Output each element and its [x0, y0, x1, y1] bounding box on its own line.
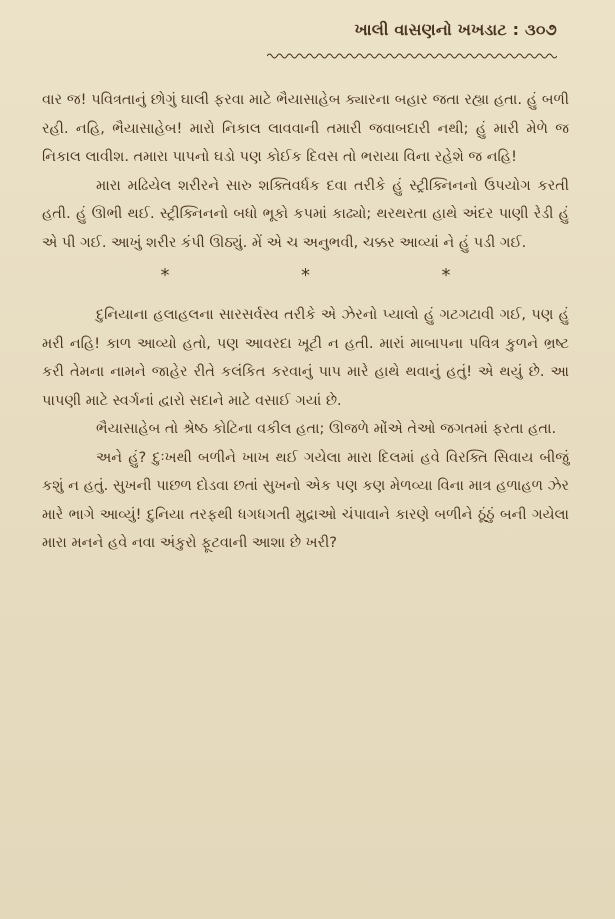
body-text: [42, 86, 569, 558]
running-head: ખાલી વાસણનો ખખડાટ : ૩૦૭: [354, 20, 557, 39]
section-break: [161, 263, 451, 289]
section-break-star: *: [441, 265, 451, 286]
paragraph: દુનિયાના હલાહલના સારસર્વસ્વ તરીકે એ ઝેરનો પ્યાલો હું ગટગટાવી ગઈ, પણ હું મરી નહિ! કાળ આવ્યો હતો, પણ આવરદા ખૂટી ન હતી. મારાં માબાપના પવિત્ર કુળને ભ્રષ્ટ કરી તેમના નામને જાહેર રીતે કલંકિત કરવાનું પાપ મારે હાથે થવાનું હતું! એ થયું છે. આ પાપણી માટે સ્વર્ગનાં દ્વારો સદાને માટે વસાઈ ગયાં છે.: [42, 307, 569, 409]
paragraph: મારા મઢિયેલ શરીરને સારુ શક્તિવર્ધક દવા તરીકે હું સ્ટ્રીક્નિનનો ઉપયોગ કરતી હતી. હું ઊભી થઈ. સ્ટ્રીક્નિનનો બધો ભૂકો કપમાં કાઢ્યો; થરથરતા હાથે અંદર પાણી રેડી હું એ પી ગઈ. આખું શરીર કંપી ઊઠ્યું. મેં એ ચ અનુભવી, ચક્કર આવ્યાં ને હું પડી ગઈ.: [42, 177, 569, 251]
paragraph: અને હું? દુઃખથી બળીને ખાખ થઈ ગયેલા મારા દિલમાં હવે વિરક્તિ સિવાય બીજું કશું ન હતું. સુખની પાછળ દોડવા છતાં સુખનો એક પણ કણ મેળવ્યા વિના માત્ર હળાહળ ઝેર મારે ભાગે આવ્યું! દુનિયા તરફથી ધગધગતી મુદ્રાઓ ચંપાવાને કારણે બળીને ઠૂંઠું બની ગયેલા મારા મનને હવે નવા અંકુરો ફૂટવાની આશા છે ખરી?: [42, 449, 569, 551]
paragraph: વાર જ! પવિત્રતાનું છોગું ઘાલી ફરવા માટે ભૈયાસાહેબ ક્યારના બહાર જતા રહ્યા હતા. હું બળી રહી. નહિ, ભૈયાસાહેબ! મારો નિકાલ લાવવાની તમારી જવાબદારી નથી; હું મારી મેળે જ નિકાલ લાવીશ. તમારા પાપનો ઘડો પણ કોઈક દિવસ તો ભરાયા વિના રહેશે જ નહિ!: [42, 92, 569, 165]
section-break-star: *: [301, 265, 310, 286]
decorative-head-rule: [267, 52, 557, 60]
section-break-star: *: [160, 265, 170, 286]
paragraph: ભૈયાસાહેબ તો શ્રેષ્ઠ કોટિના વકીલ હતા; ઊજળે મોંએ તેઓ જગતમાં ફરતા હતા.: [96, 421, 557, 437]
